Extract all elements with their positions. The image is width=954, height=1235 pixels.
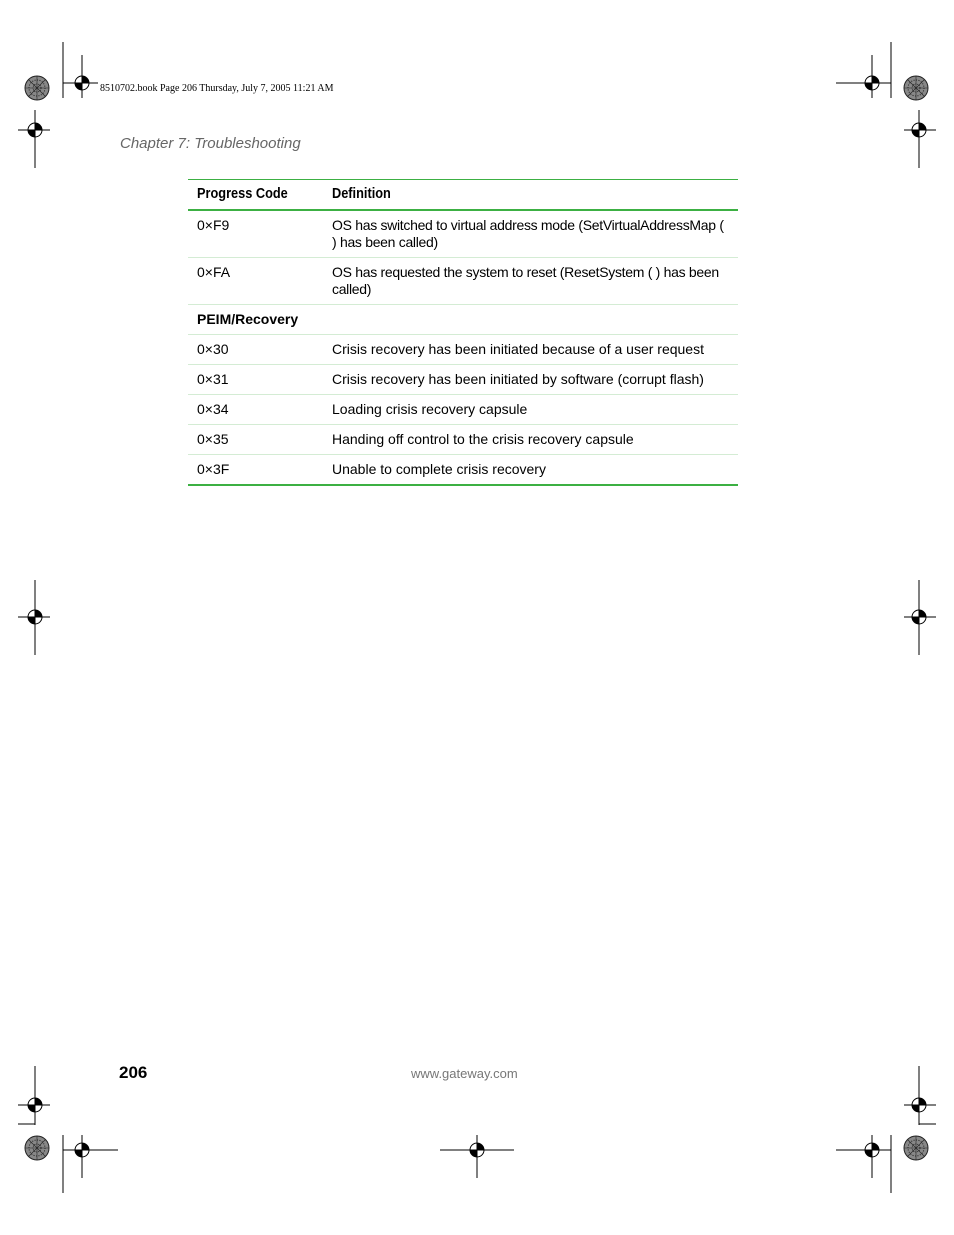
crop-mark-bottom-left <box>18 1066 118 1193</box>
definition: Crisis recovery has been initiated because of a user request <box>323 335 738 365</box>
table-row <box>188 455 738 486</box>
definition: Loading crisis recovery capsule <box>323 395 738 425</box>
progress-code: 0×F9 <box>188 210 323 258</box>
column-header-definition: Definition <box>323 180 738 211</box>
page-number: 206 <box>119 1063 148 1082</box>
column-header-progress-code: Progress Code <box>188 180 323 211</box>
table-row <box>188 395 738 425</box>
progress-code-table <box>188 179 738 486</box>
running-head: Chapter 7: Troubleshooting <box>120 135 301 152</box>
table-header-row <box>188 180 738 211</box>
table-row <box>188 425 738 455</box>
definition: Unable to complete crisis recovery <box>323 455 738 486</box>
crop-mark-middle-left <box>18 580 50 655</box>
footer-url: www.gateway.com <box>411 1066 518 1081</box>
definition: OS has requested the system to reset (ResetSystem ( ) has been called) <box>323 258 738 305</box>
definition: Handing off control to the crisis recovery capsule <box>323 425 738 455</box>
progress-code: 0×31 <box>188 365 323 395</box>
progress-code: 0×30 <box>188 335 323 365</box>
crop-mark-top-left <box>18 42 98 168</box>
progress-code: 0×FA <box>188 258 323 305</box>
definition: OS has switched to virtual address mode (SetVirtualAddressMap ( ) has been called) <box>323 210 738 258</box>
definition: Crisis recovery has been initiated by software (corrupt flash) <box>323 365 738 395</box>
table-section-row <box>188 305 738 335</box>
table-row <box>188 258 738 305</box>
crop-mark-middle-right <box>904 580 936 655</box>
table-row <box>188 335 738 365</box>
print-slug: 8510702.book Page 206 Thursday, July 7, 2005 11:21 AM <box>100 83 334 94</box>
progress-code: 0×34 <box>188 395 323 425</box>
table-row <box>188 210 738 258</box>
progress-code: 0×35 <box>188 425 323 455</box>
crop-mark-top-right <box>836 42 936 168</box>
section-heading-peim-recovery: PEIM/Recovery <box>188 305 738 335</box>
progress-code: 0×3F <box>188 455 323 486</box>
table-row <box>188 365 738 395</box>
crop-mark-bottom-center <box>440 1135 514 1178</box>
crop-mark-bottom-right <box>836 1066 936 1193</box>
